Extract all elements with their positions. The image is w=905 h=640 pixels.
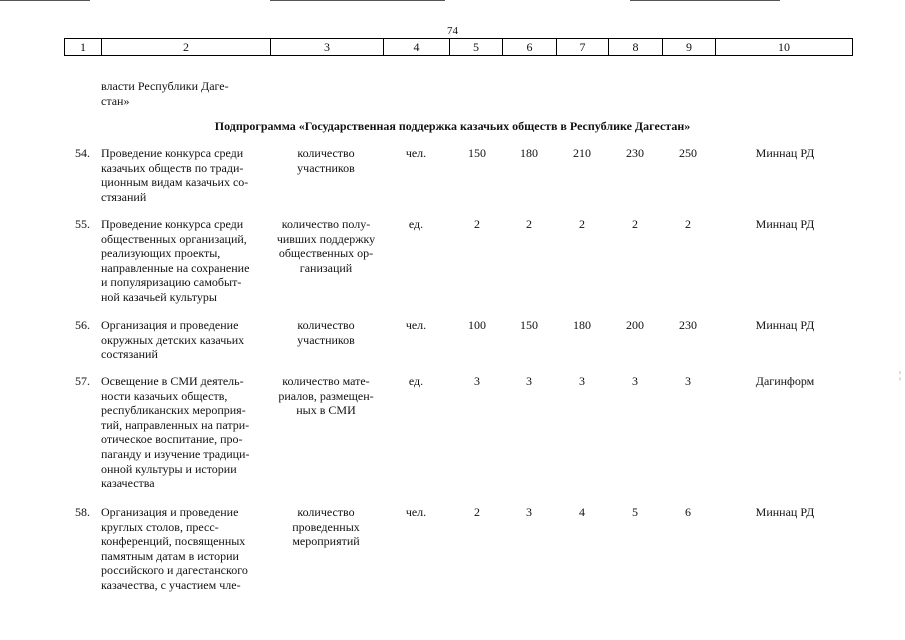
unit: чел. (405, 318, 427, 332)
unit: чел. (405, 505, 427, 519)
value-year-3: 210 (573, 146, 591, 160)
text-line: онной культуры и истории (101, 461, 237, 476)
indicator-name (270, 505, 382, 549)
activity-name (101, 374, 265, 491)
scan-top-rule-middle (270, 0, 445, 1)
text-line: общественных организаций, (101, 231, 247, 246)
text-line: проведенных (292, 519, 360, 534)
column-number-header (64, 38, 853, 56)
scan-artifact-mark: ¦ (898, 370, 901, 381)
value-year-2: 3 (526, 505, 532, 519)
text-line: Организация и проведение (101, 505, 239, 519)
text-line: ционным видам казачьих со- (101, 175, 249, 190)
column-number: 5 (450, 39, 503, 56)
text-line: памятным датам в истории (101, 548, 239, 563)
column-number: 4 (384, 39, 450, 56)
text-line: окружных детских казачьих (101, 332, 245, 347)
text-line: общественных ор- (278, 246, 374, 261)
value-year-4: 230 (626, 146, 644, 160)
scan-top-rule-right (630, 0, 780, 1)
text-line: российского и дагестанского (101, 563, 248, 578)
executor: Миннац РД (755, 318, 815, 332)
indicator-name (270, 318, 382, 347)
scan-top-rule-left (0, 0, 90, 1)
text-line: власти Республики Даге- (101, 79, 229, 93)
text-line: казачества, с участием чле- (101, 577, 241, 592)
row-number: 58. (75, 505, 90, 519)
value-year-3: 3 (579, 374, 585, 388)
column-number: 3 (271, 39, 384, 56)
value-year-4: 5 (632, 505, 638, 519)
text-line: ности казачьих обществ, (101, 388, 228, 403)
text-line: риалов, размещен- (278, 388, 374, 403)
activity-name (101, 318, 265, 362)
unit: ед. (408, 374, 424, 388)
text-line: направленные на сохранение (101, 260, 250, 275)
value-year-1: 2 (474, 217, 480, 231)
value-year-1: 100 (468, 318, 486, 332)
value-year-2: 150 (520, 318, 538, 332)
text-line: Освещение в СМИ деятель- (101, 374, 244, 388)
indicator-name (270, 146, 382, 175)
text-line: реализующих проекты, (101, 246, 221, 261)
value-year-1: 3 (474, 374, 480, 388)
value-year-2: 180 (520, 146, 538, 160)
text-line: казачества (101, 476, 155, 491)
activity-name (101, 146, 265, 204)
column-number: 7 (557, 39, 609, 56)
column-number: 8 (609, 39, 663, 56)
text-line: конференций, посвященных (101, 534, 246, 549)
text-line: паганду и изучение традици- (101, 446, 250, 461)
text-line: чивших поддержку (276, 231, 376, 246)
value-year-2: 3 (526, 374, 532, 388)
column-number: 2 (102, 39, 271, 56)
text-line: ной казачьей культуры (101, 289, 217, 304)
executor: Миннац РД (755, 146, 815, 160)
row-number: 55. (75, 217, 90, 231)
unit: чел. (405, 146, 427, 160)
text-line: мероприятий (292, 534, 360, 549)
activity-name (101, 505, 265, 593)
text-line: ных в СМИ (296, 403, 356, 418)
page-number: 74 (447, 25, 458, 37)
value-year-5: 6 (685, 505, 691, 519)
value-year-1: 2 (474, 505, 480, 519)
text-line: количество (297, 318, 355, 332)
text-line: стязаний (101, 189, 147, 204)
unit: ед. (408, 217, 424, 231)
text-line: отическое воспитание, про- (101, 432, 243, 447)
value-year-5: 230 (679, 318, 697, 332)
text-line: Проведение конкурса среди (101, 217, 244, 231)
value-year-1: 150 (468, 146, 486, 160)
value-year-5: 250 (679, 146, 697, 160)
value-year-2: 2 (526, 217, 532, 231)
text-line: тий, направленных на патри- (101, 417, 250, 432)
value-year-3: 2 (579, 217, 585, 231)
text-line: Организация и проведение (101, 318, 239, 332)
subprogram-title: Подпрограмма «Государственная поддержка казачьих обществ в Республике Дагестан» (214, 119, 691, 133)
text-line: количество (297, 505, 355, 519)
text-line: количество (297, 146, 355, 160)
value-year-4: 3 (632, 374, 638, 388)
continuation-text (101, 79, 265, 108)
text-line: состязаний (101, 347, 158, 362)
text-line: и популяризацию самобыт- (101, 275, 242, 290)
row-number: 56. (75, 318, 90, 332)
text-line: стан» (101, 93, 130, 108)
activity-name (101, 217, 265, 305)
value-year-4: 200 (626, 318, 644, 332)
text-line: участников (297, 332, 355, 347)
value-year-3: 180 (573, 318, 591, 332)
column-number: 1 (65, 39, 102, 56)
value-year-3: 4 (579, 505, 585, 519)
text-line: республиканских мероприя- (101, 403, 246, 418)
executor: Миннац РД (755, 217, 815, 231)
column-number: 10 (716, 39, 853, 56)
text-line: количество полу- (281, 217, 371, 231)
text-line: ганизаций (299, 260, 353, 275)
value-year-5: 3 (685, 374, 691, 388)
text-line: Проведение конкурса среди (101, 146, 244, 160)
indicator-name (270, 374, 382, 418)
row-number: 54. (75, 146, 90, 160)
column-number: 6 (503, 39, 557, 56)
text-line: количество мате- (282, 374, 370, 388)
value-year-4: 2 (632, 217, 638, 231)
indicator-name (270, 217, 382, 275)
text-line: казачьих обществ по тради- (101, 160, 244, 175)
row-number: 57. (75, 374, 90, 388)
text-line: круглых столов, пресс- (101, 519, 219, 534)
executor: Миннац РД (755, 505, 815, 519)
value-year-5: 2 (685, 217, 691, 231)
column-number: 9 (663, 39, 716, 56)
executor: Дагинформ (755, 374, 815, 388)
text-line: участников (297, 160, 355, 175)
